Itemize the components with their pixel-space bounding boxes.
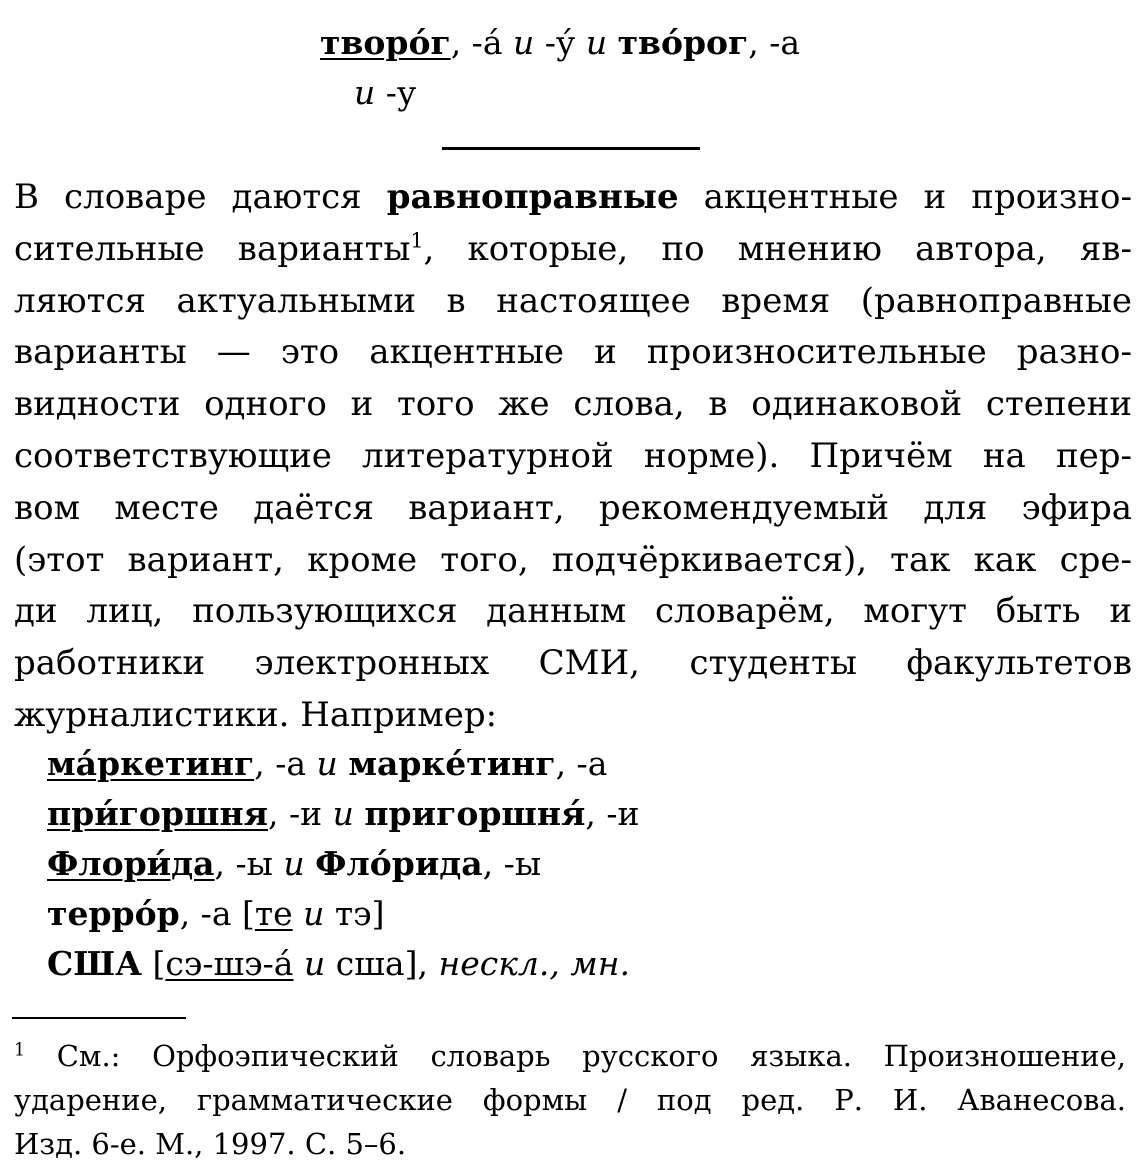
example-entry — [47, 739, 640, 789]
pronunciation-variant: тэ] — [334, 894, 385, 933]
example-ending: , -а — [555, 744, 608, 783]
example-variant: пригоршня́ — [364, 794, 586, 833]
example-entry — [47, 889, 640, 939]
pronunciation-primary: сэ-шэ-а́ — [165, 944, 294, 983]
conjunction: и — [283, 844, 305, 883]
footnote-rule — [12, 1017, 186, 1019]
conjunction: и — [332, 794, 354, 833]
footnote-marker: 1 — [14, 1040, 26, 1061]
example-entry — [47, 789, 640, 839]
headword-ending: , -а́ — [450, 23, 513, 62]
text-line: журналистики. Например: — [14, 694, 498, 735]
headword-ending: , -а — [748, 23, 801, 62]
text-line: (этот вариант, кроме того, подчёркивается), так как сре- — [14, 539, 1132, 580]
example-ending: , -а — [254, 744, 317, 783]
example-variant: марке́тинг — [348, 744, 556, 783]
bracket: [ — [142, 944, 166, 983]
pronunciation-primary: те — [254, 894, 293, 933]
example-primary: Флори́да — [47, 844, 215, 883]
example-entry — [47, 939, 640, 989]
text-line: соответствующие литературной норме). Причём на пер- — [14, 435, 1132, 476]
conjunction: и — [303, 894, 325, 933]
conjunction: и — [316, 744, 338, 783]
example-ending: , -а [ — [179, 894, 255, 933]
headword-ending: -у — [375, 73, 417, 112]
headword-ending: -у́ — [534, 23, 586, 62]
example-primary: терро́р — [47, 894, 180, 933]
section-divider — [442, 147, 700, 150]
text-line — [14, 224, 1132, 276]
footnote-line: ударение, грамматические формы / под ред. Р. И. Аванесова. — [14, 1083, 1126, 1117]
text-span: , которые, по мнению автора, яв- — [423, 228, 1132, 269]
text-line — [14, 172, 1132, 224]
text-span: В словаре даются — [14, 177, 387, 217]
examples-list — [47, 739, 640, 989]
text-line: ди лиц, пользующихся данным словарём, могут быть и — [14, 591, 1132, 632]
headword-variant: тво́рог — [617, 23, 749, 62]
conjunction: и — [354, 73, 376, 112]
example-ending: , -ы — [482, 844, 542, 883]
footnote-line: Изд. 6-е. М., 1997. С. 5–6. — [14, 1127, 407, 1161]
footnote-ref: 1 — [410, 228, 424, 253]
text-line: вом месте даётся вариант, рекомендуемый для эфира — [14, 487, 1132, 528]
conjunction: и — [303, 944, 326, 983]
example-primary: ма́ркетинг — [47, 744, 255, 783]
footnote-line — [14, 1034, 1126, 1078]
text-span: акцентные и произно- — [678, 177, 1132, 217]
body-paragraph — [14, 172, 1132, 742]
conjunction: и — [513, 23, 535, 62]
text-line: варианты — это акцентные и произносительные разно- — [14, 332, 1132, 373]
example-primary: при́горшня — [47, 794, 269, 833]
headword-entry — [320, 18, 800, 118]
text-line: ляются актуальными в настоящее время (равноправные — [14, 280, 1132, 321]
footnote — [14, 1034, 1126, 1166]
text-span: сительные варианты — [14, 228, 411, 269]
text-line: видности одного и того же слова, в одинаковой степени — [14, 384, 1132, 425]
conjunction: и — [585, 23, 608, 62]
example-variant: Фло́рида — [315, 844, 483, 883]
pronunciation-variant: сша], — [335, 944, 439, 983]
example-ending: , -и — [585, 794, 640, 833]
example-ending: , -и — [268, 794, 333, 833]
text-span: См.: Орфоэпический словарь русского языка. Произношение, — [56, 1039, 1126, 1073]
text-line: работники электронных СМИ, студенты факультетов — [14, 643, 1132, 684]
grammar-note: нескл., мн. — [438, 944, 630, 983]
headword-line — [320, 18, 800, 68]
example-entry — [47, 839, 640, 889]
emphasis-term: равноправные — [386, 177, 679, 217]
example-primary: США — [47, 944, 142, 983]
headword-continuation — [320, 68, 800, 118]
example-ending: , -ы — [214, 844, 284, 883]
headword-primary: творо́г — [320, 23, 451, 62]
